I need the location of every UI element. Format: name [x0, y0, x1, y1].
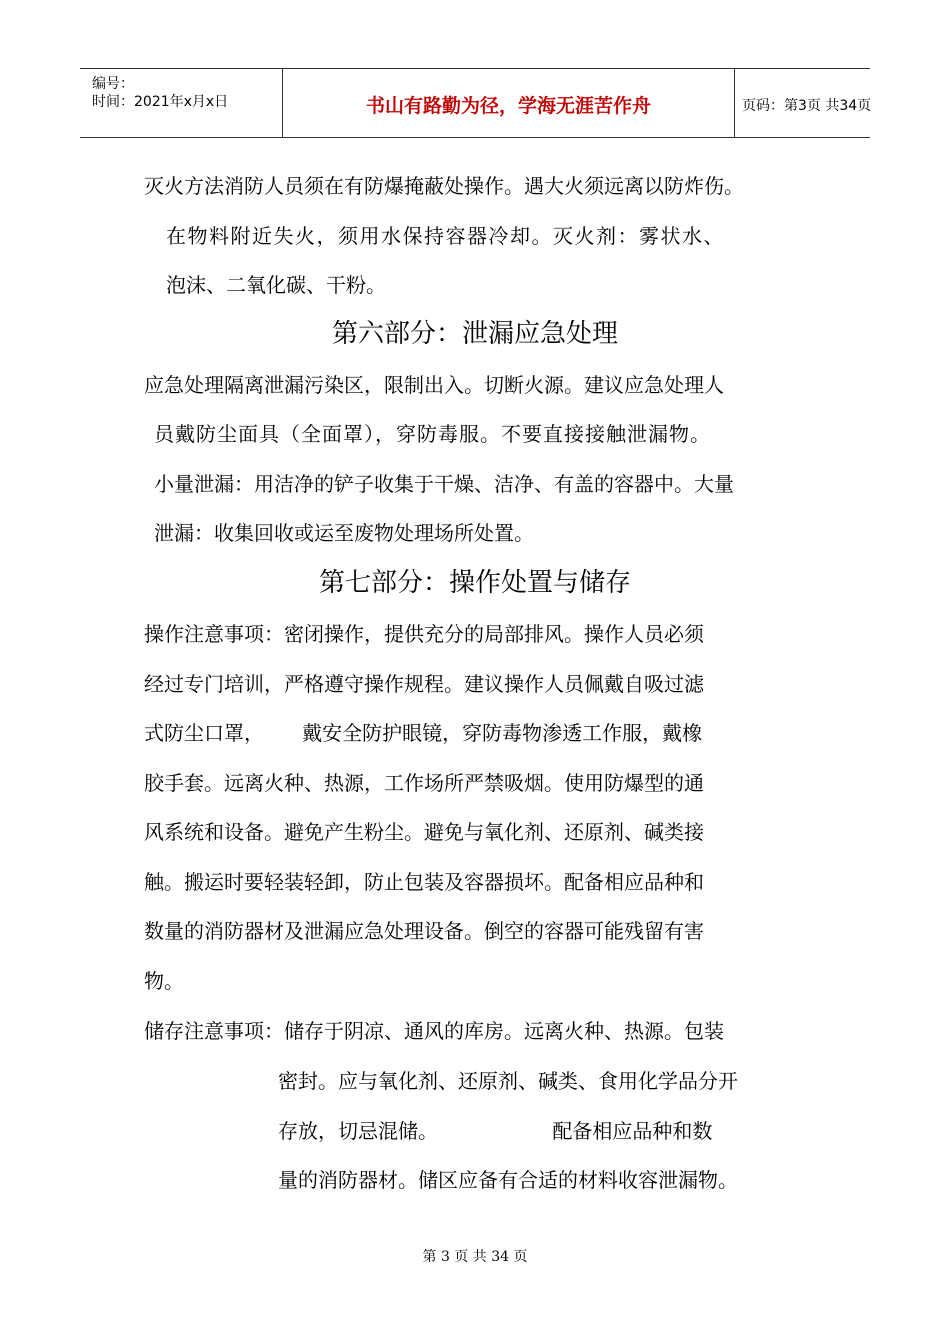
header-page-cell — [734, 69, 870, 137]
header-page-number: 页码：第3页 共34页 — [742, 98, 872, 114]
header-motto-cell — [282, 69, 735, 137]
paragraph-line: 物。 — [144, 969, 184, 993]
paragraph-line: 小量泄漏：用洁净的铲子收集于干燥、洁净、有盖的容器中。大量 — [154, 472, 734, 496]
page-header — [80, 68, 870, 138]
paragraph-line: 操作注意事项：密闭操作，提供充分的局部排风。操作人员必须 — [144, 622, 704, 646]
paragraph-line: 数量的消防器材及泄漏应急处理设备。倒空的容器可能残留有害 — [144, 919, 704, 943]
paragraph-line: 密封。应与氧化剂、还原剂、碱类、食用化学品分开 — [278, 1069, 738, 1093]
paragraph-line: 员戴防尘面具（全面罩），穿防毒服。不要直接接触泄漏物。 — [154, 422, 711, 446]
paragraph-line: 胶手套。远离火种、热源，工作场所严禁吸烟。使用防爆型的通 — [144, 771, 704, 795]
paragraph-line: 在物料附近失火，须用水保持容器冷却。灭火剂：雾状水、 — [166, 224, 725, 248]
paragraph-line: 量的消防器材。储区应备有合适的材料收容泄漏物。 — [278, 1168, 738, 1192]
paragraph-line: 应急处理隔离泄漏污染区，限制出入。切断火源。建议应急处理人 — [144, 373, 724, 397]
paragraph-line: 触。搬运时要轻装轻卸，防止包装及容器损坏。配备相应品种和 — [144, 870, 704, 894]
page-footer: 第 3 页 共 34 页 — [422, 1249, 528, 1265]
section-heading: 第六部分：泄漏应急处理 — [331, 319, 618, 349]
paragraph-line: 储存注意事项：储存于阴凉、通风的库房。远离火种、热源。包装 — [144, 1019, 724, 1043]
document-time-label: 时间：2021年x月x日 — [92, 94, 229, 110]
paragraph-line: 灭火方法消防人员须在有防爆掩蔽处操作。遇大火须远离以防炸伤。 — [144, 174, 744, 198]
paragraph-line: 经过专门培训，严格遵守操作规程。建议操作人员佩戴自吸过滤 — [144, 672, 704, 696]
paragraph-line: 存放，切忌混储。 配备相应品种和数 — [278, 1119, 713, 1143]
paragraph-line: 泡沫、二氧化碳、干粉。 — [166, 273, 386, 297]
header-motto: 书山有路勤为径，学海无涯苦作舟 — [365, 95, 651, 117]
section-heading: 第七部分：操作处置与储存 — [318, 568, 631, 598]
header-meta-cell — [80, 69, 282, 137]
paragraph-line: 风系统和设备。避免产生粉尘。避免与氧化剂、还原剂、碱类接 — [144, 820, 704, 844]
paragraph-line: 泄漏：收集回收或运至废物处理场所处置。 — [154, 521, 534, 545]
document-number-label: 编号： — [92, 76, 134, 92]
paragraph-line: 式防尘口罩， 戴安全防护眼镜，穿防毒物渗透工作服，戴橡 — [144, 721, 703, 745]
